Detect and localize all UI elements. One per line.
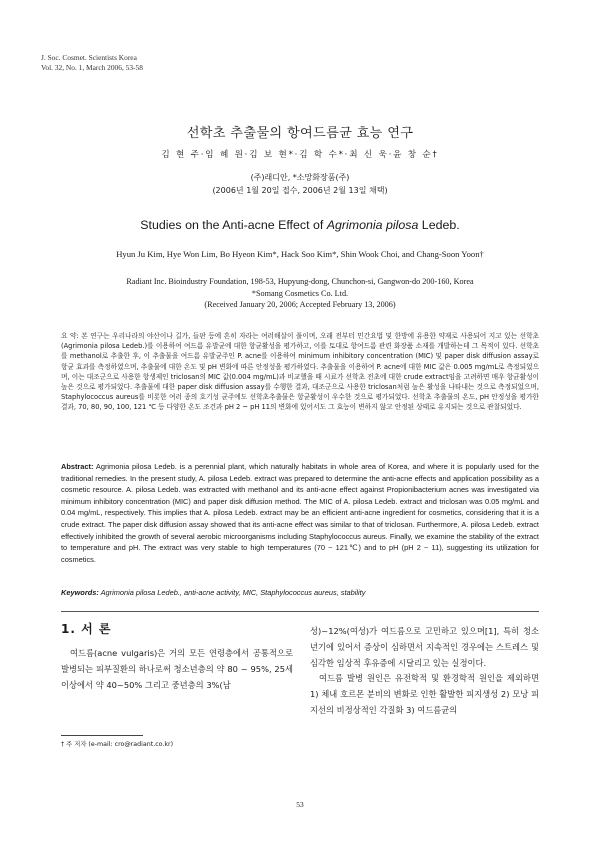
journal-name: J. Soc. Cosmet. Scientists Korea [41,53,137,62]
page-number: 53 [296,800,304,809]
body-column-right [310,624,539,719]
english-affiliation [0,276,600,311]
journal-header [41,53,143,72]
abstract-label: Abstract: [61,462,94,471]
english-affiliation-line2: *Somang Cosmetics Co. Ltd. [251,288,349,298]
korean-dates-line: (2006년 1월 20일 접수, 2006년 2월 13일 채택) [212,186,388,195]
keywords-label: Keywords: [61,588,99,597]
english-title-species: Agrimonia pilosa [326,218,419,232]
korean-affiliation [0,171,600,197]
journal-volume: Vol. 32, No. 1, March 2006, 53-58 [41,62,143,72]
keywords [61,588,539,597]
body-paragraph: 여드름(acne vulgaris)은 거의 모든 연령층에서 공통적으로 발병되는 피부질환의 하나로써 청소년층의 약 80 ~ 95%, 25세 이상에서 약 40~50% 그리고 중년층의 3%(남 [61,648,293,690]
english-authors: Hyun Ju Kim, Hye Won Lim, Bo Hyeon Kim*, Hack Soo Kim*, Shin Wook Choi, and Chang-Soon Yoon† [116,249,484,259]
korean-title: 선학초 추출물의 항여드름균 효능 연구 [186,126,414,141]
english-title-suffix: Ledeb. [418,218,460,232]
english-title [0,218,600,232]
section-divider [61,611,539,612]
korean-abstract: 요 약: 본 연구는 우리나라의 야산이나 길가, 들판 등에 흔히 자라는 여러해살이 풀이며, 오래 전부터 민간요법 및 한방에 유용한 약재로 사용되어 지고 있는 선학초(Agrimonia pilosa Ledeb.)를 이용하여 여드름 유발균에 대한 항균활성을 평가하고, 이를 토대로 항여드름 관련 화장품 소재를 개발하는데 그 목적이 있다. 선학초를 methanol로 추출한 후, 이 추출물을 여드름 유발균주인 P. acne를 이용하여 minimum inhibitory concentration (MIC) 및 paper disk diffusion assay로 항균 효과를 측정하였으며, 추출물에 대한 온도 및 pH 변화에 따른 안정성을 평가하였다. 추출물을 이용하여 P. acne에 대한 MIC 값은 0.005 mg/mL로 측정되었으며, 이는 대조군으로 사용한 항생제인 triclosan의 MIC 값(0.004 mg/mL)과 비교했을 때 시료가 선학초 전초에 대한 crude extract임을 고려하면 매우 항균활성이 높은 것으로 평가되었다. 추출물에 대한 paper disk diffusion assay를 수행한 결과, 대조군으로 사용한 triclosan처럼 높은 활성을 나타내는 것으로 측정되었으며, Staphylococcus aureus를 비롯한 여러 종의 호기성 균주에도 선학초추출물은 항균활성이 우수한 것으로 평가되었다. 선학초 추출물의 온도, pH 안정성을 평가한 결과, 70, 80, 90, 100, 121 ℃ 등 다양한 온도 조건과 pH 2 ~ pH 11의 변화에 있어서도 그 효능이 변하지 않고 안정된 상태로 유지되는 것으로 관찰되었다. [61,332,539,412]
english-abstract [61,461,539,565]
footnote-divider [61,735,143,736]
english-dates-line: (Received January 20, 2006; Accepted February 13, 2006) [204,300,396,309]
footnote: † 주 저자 (e-mail: cro@radiant.co.kr) [61,741,174,748]
korean-affiliation-line: (주)래디안, *소망화장품(주) [250,173,350,182]
korean-authors: 김 현 주·임 혜 원·김 보 현*·김 학 수*·최 신 욱·윤 창 순† [161,150,439,160]
keywords-text: Agrimonia pilosa Ledeb., anti-acne activity, MIC, Staphylococcus aureus, stability [98,588,366,597]
english-title-prefix: Studies on the Anti-acne Effect of [140,218,327,232]
body-paragraph: 여드름 발병 원인은 유전학적 및 환경학적 원인을 제외하면 1) 체내 호르몬 분비의 변화로 인한 활발한 피지생성 2) 모낭 피지선의 비정상적인 각질화 3) 여드름균의 [310,673,539,715]
abstract-text: Agrimonia pilosa Ledeb. is a perennial plant, which naturally habitats in whole area of Korea, and where it is popularly used for the traditional remedies. In the present study, A. pilosa Ledeb. extract was prepared to determine the anti-acne effects and application possibility as a cosmetic resource. A. pilosa Ledeb. was extracted with methanol and its anti-acne effect against Propionibacterium acnes was investigated via minimum inhibitory concentration (MIC) and paper disk diffusion method. The MIC of A. pilosa Ledeb. extract and triclosan was 0.05 mg/mL and 0.04 mg/mL, respectively. This implies that A. pilosa Ledeb. extract may be an efficient anti-acne ingredient for cosmetics, considering that it is a crude extract. The paper disk diffusion assay showed that its anti-acne effect was similar to that of triclosan. Furthermore, A. pilosa Ledeb. extract effectively inhibited the growth of several aerobic microorganisms including Staphylococcus aureus. Finally, we examine the stability of the extract to temperature and pH. The extract was very stable to high temperatures (70 ~ 121℃) and to pH (pH 2 ~ 11), suggesting its utilization for cosmetics. [61,462,539,564]
section-heading: 1. 서 론 [61,622,112,636]
english-affiliation-line1: Radiant Inc. Bioindustry Foundation, 198-53, Hupyung-dong, Chunchon-si, Gangwon-do 200-160, Korea [126,277,474,286]
body-paragraph: 성)~12%(여성)가 여드름으로 고민하고 있으며[1], 특히 청소년기에 있어서 증상이 심하면서 지속적인 경우에는 스트레스 및 심각한 임상적 후유증에 시달리고 있는 실정이다. [310,626,539,668]
body-column-left [61,646,293,693]
